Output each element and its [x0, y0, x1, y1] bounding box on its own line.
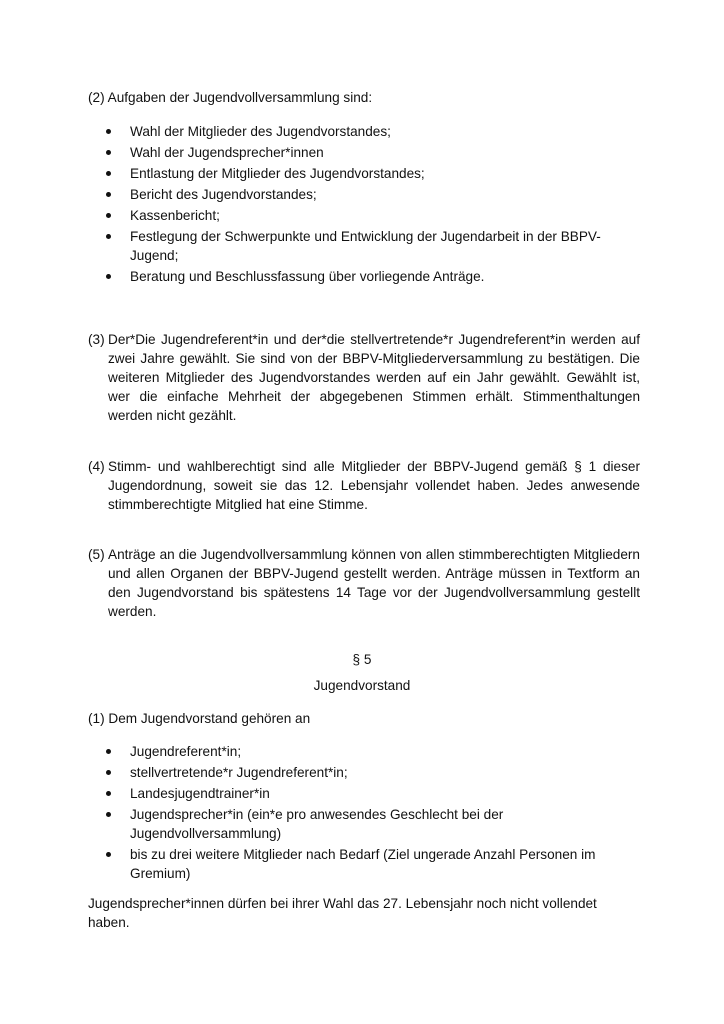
section-title: Jugendvorstand [313, 678, 411, 693]
list-item: Kassenbericht; [104, 206, 644, 225]
paragraph-text: Der*Die Jugendreferent*in und der*die stellvertretende*r Jugendreferent*in werden auf zwei Jahre gewählt. Sie sind von der BBPV-Mitgliederversammlung zu bestätigen. Die weiteren Mitglieder des Jugendvorstandes werden auf ein Jahr gewählt. Gewählt ist, wer die einfache Mehrheit der abgegebenen Stimmen erhält. Stimmenthaltungen werden nicht gezählt. [108, 332, 640, 423]
board-members-list [104, 742, 644, 885]
paragraph-number: (3) [88, 332, 105, 347]
paragraph-5 [88, 545, 640, 621]
paragraph-1-heading: (1) Dem Jugendvorstand gehören an [88, 711, 311, 726]
list-item: Beratung und Beschlussfassung über vorliegende Anträge. [104, 267, 644, 286]
tasks-list [104, 122, 644, 288]
list-item: stellvertretende*r Jugendreferent*in; [104, 763, 644, 782]
paragraph-number: (4) [88, 459, 105, 474]
list-item: Landesjugendtrainer*in [104, 784, 644, 803]
list-item: Bericht des Jugendvorstandes; [104, 185, 644, 204]
paragraph-3 [88, 330, 640, 425]
list-item: Jugendsprecher*in (ein*e pro anwesendes Geschlecht bei der Jugendvollversammlung) [104, 805, 560, 843]
closing-text: Jugendsprecher*innen dürfen bei ihrer Wahl das 27. Lebensjahr noch nicht vollendet haben. [88, 896, 597, 930]
section-number: § 5 [352, 652, 372, 667]
paragraph-text: Stimm- und wahlberechtigt sind alle Mitglieder der BBPV-Jugend gemäß § 1 dieser Jugendordnung, soweit sie das 12. Lebensjahr vollendet haben. Jedes anwesende stimmberechtigte Mitglied hat eine Stimme. [108, 459, 640, 512]
list-item: Wahl der Jugendsprecher*innen [104, 143, 644, 162]
list-item: Wahl der Mitglieder des Jugendvorstandes; [104, 122, 644, 141]
paragraph-number: (5) [88, 547, 105, 562]
paragraph-4 [88, 457, 640, 514]
list-item: Jugendreferent*in; [104, 742, 644, 761]
list-item: Festlegung der Schwerpunkte und Entwicklung der Jugendarbeit in der BBPV-Jugend; [104, 227, 640, 265]
paragraph-text: Anträge an die Jugendvollversammlung können von allen stimmberechtigten Mitgliedern und allen Organen der BBPV-Jugend gestellt werden. Anträge müssen in Textform an den Jugendvorstand bis spätestens 14 Tage vor der Jugendvollversammlung gestellt werden. [108, 547, 640, 619]
paragraph-2-heading: (2) Aufgaben der Jugendvollversammlung sind: [88, 90, 373, 105]
list-item: bis zu drei weitere Mitglieder nach Bedarf (Ziel ungerade Anzahl Personen im Gremium) [104, 845, 650, 883]
list-item: Entlastung der Mitglieder des Jugendvorstandes; [104, 164, 644, 183]
